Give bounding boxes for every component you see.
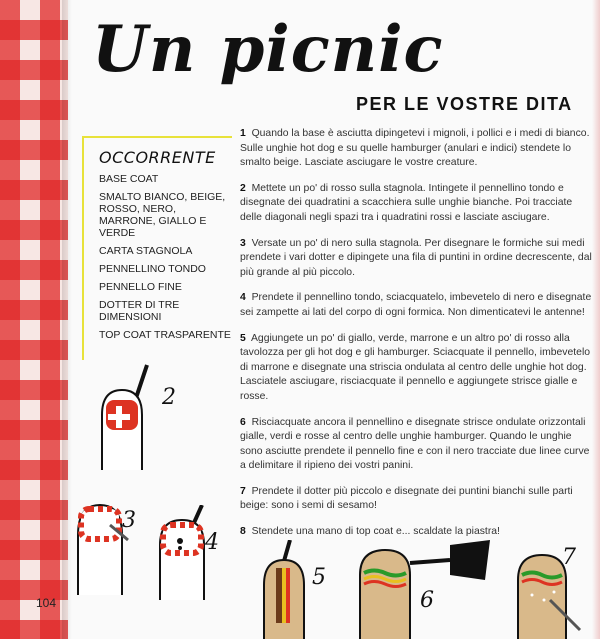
materials-list (99, 173, 232, 341)
step-text: Mettete un po' di rosso sulla stagnola. Intingete il pennellino tondo e disegnate dei quadratini a scacchiera sulle unghie bianche. Poi tracciate delle diagonali negli spazi tra i quadratini rossi e lasciate asciugare. (240, 182, 573, 223)
illustration-number: 3 (122, 508, 136, 533)
material-item: CARTA STAGNOLA (99, 245, 193, 257)
step (240, 416, 595, 474)
step-number: 6 (240, 416, 246, 428)
page-subtitle: PER LE VOSTRE DITA (356, 94, 573, 114)
step (240, 127, 595, 171)
illustration-number: 7 (562, 545, 576, 570)
step-text: Risciacquate ancora il pennellino e disegnate strisce ondulate orizzontali gialle, verdi e rosse al centro delle unghie hamburger. Quando le unghie sono asciutte prendete il pennello fine e con il nero tracciate due linee curve a delimitare il ripieno dei vostri panini. (240, 416, 590, 472)
illustration-number: 4 (205, 530, 219, 555)
instructions (240, 127, 595, 551)
step-number: 7 (240, 485, 246, 497)
step-number: 2 (240, 182, 246, 194)
step-number: 3 (240, 237, 246, 249)
step (240, 291, 595, 320)
step-number: 4 (240, 292, 246, 304)
page-number: 104 (36, 596, 57, 610)
material-item: BASE COAT (99, 173, 159, 185)
material-item: PENNELLINO TONDO (99, 263, 206, 275)
nail-illustration-hotdog (258, 540, 318, 639)
step (240, 237, 595, 281)
illustration-number: 5 (312, 565, 326, 590)
step (240, 485, 595, 514)
materials-box (82, 136, 232, 360)
page-title: Un picnic (92, 12, 444, 87)
nail-illustration-sesame (510, 540, 590, 639)
step-text: Prendete il pennellino tondo, sciacquatelo, imbevetelo di nero e disegnate sei zampette ai lati del corpo di ogni formica. Non dimenticatevi le antenne! (240, 292, 592, 318)
nail-illustration-hamburger (350, 535, 500, 639)
step-number: 5 (240, 332, 246, 344)
illustration-number: 6 (420, 588, 434, 613)
step-number: 1 (240, 128, 246, 139)
materials-heading: OCCORRENTE (99, 148, 216, 167)
material-item: PENNELLO FINE (99, 281, 182, 293)
step-number: 8 (240, 526, 246, 538)
step (240, 332, 595, 405)
step-text: Quando la base è asciutta dipingetevi i mignoli, i pollici e i medi di bianco. Sulle unghie hot dog e su quelle hamburger (anulari e indici) stendete lo smalto beige. Lasciate asciugare le vostre creature. (240, 128, 590, 169)
nail-illustration-checkered (92, 360, 162, 470)
gingham-background (0, 0, 68, 639)
nail-illustration-ant-dots (70, 495, 130, 595)
material-item: SMALTO BIANCO, BEIGE, ROSSO, NERO, MARRONE, GIALLO E VERDE (99, 191, 226, 239)
step-text: Versate un po' di nero sulla stagnola. Per disegnare le formiche sui medi prendete i vari dotter e dipingete una fila di puntini in ordine decrescente, dal più grande al più piccolo. (240, 237, 592, 278)
illustration-number: 2 (162, 385, 176, 410)
step (240, 182, 595, 226)
step-text: Aggiungete un po' di giallo, verde, marrone e un altro po' di rosso alla tavolozza per gli hot dog e gli hamburger. Sciacquate il pennello, imbevetelo di marrone e disegnate una striscia ondulata al centro delle unghie hot dog. Lasciatele asciugare, risciacquate il pennello e aggiungete strisce gialle e rosse. (240, 332, 591, 402)
nail-illustration-ant (152, 505, 212, 600)
material-item: TOP COAT TRASPARENTE (99, 329, 231, 341)
step-text: Stendete una mano di top coat e... scaldate la piastra! (251, 526, 500, 538)
step-text: Prendete il dotter più piccolo e disegnate dei puntini bianchi sulle parti beige: sono i semi di sesamo! (240, 485, 573, 512)
material-item: DOTTER DI TRE DIMENSIONI (99, 299, 180, 323)
